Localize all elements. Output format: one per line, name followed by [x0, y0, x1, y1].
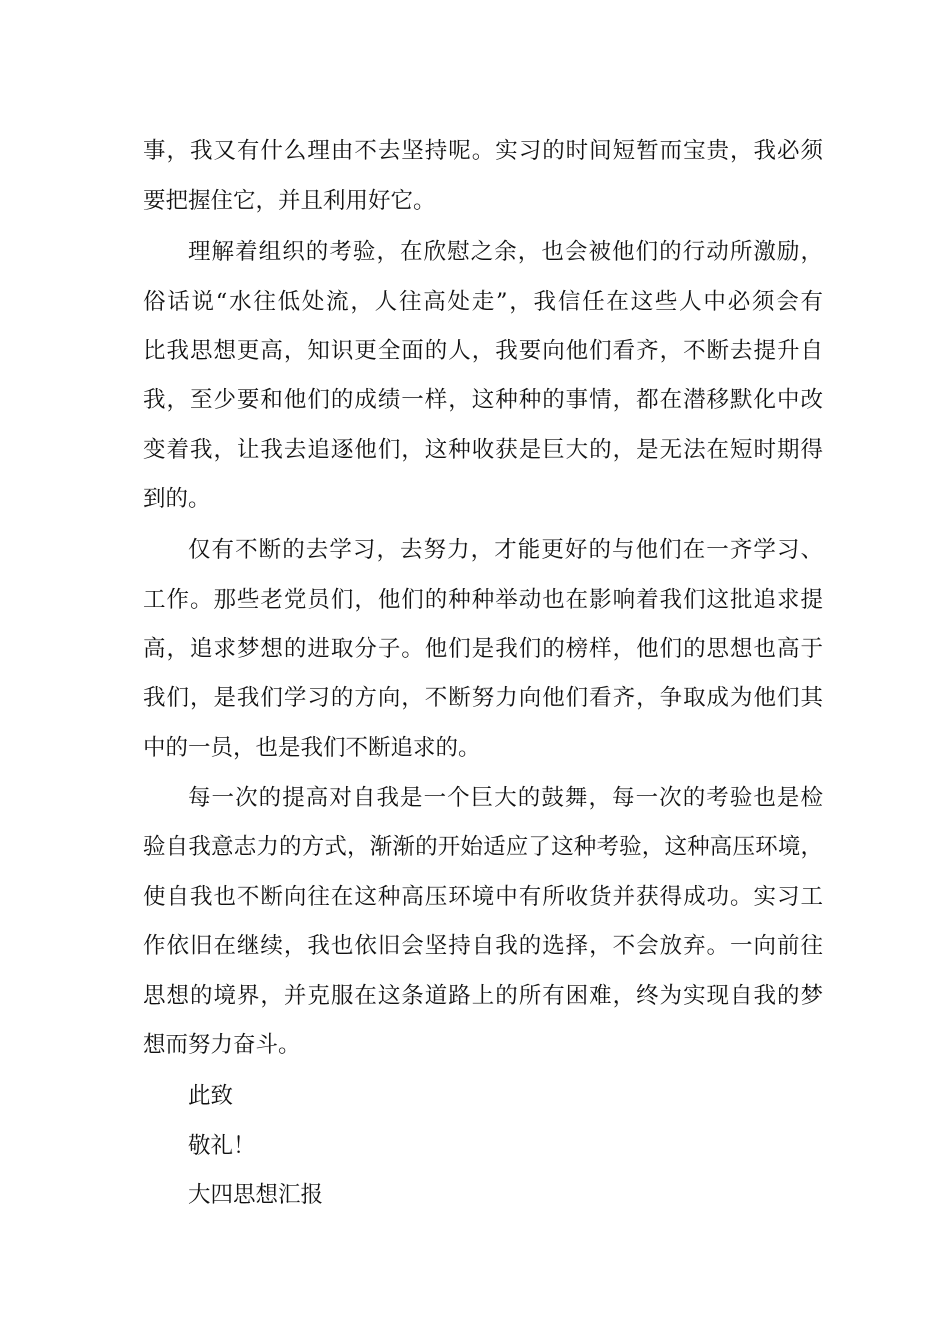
paragraph-4-line-2: 验自我意志力的方式，渐渐的开始适应了这种考验，这种高压环境，: [143, 834, 823, 860]
paragraph-2-line-4: 我，至少要和他们的成绩一样，这种种的事情，都在潜移默化中改: [143, 387, 823, 413]
paragraph-3-line-1: 仅有不断的去学习，去努力，才能更好的与他们在一齐学习、: [188, 537, 823, 563]
paragraph-2-line-5: 变着我，让我去追逐他们，这种收获是巨大的，是无法在短时期得: [143, 437, 823, 463]
paragraph-3-line-3: 高，追求梦想的进取分子。他们是我们的榜样，他们的思想也高于: [143, 636, 823, 662]
closing-regards: 敬礼！: [188, 1133, 256, 1159]
paragraph-3-line-2: 工作。那些老党员们，他们的种种举动也在影响着我们这批追求提: [143, 587, 823, 613]
paragraph-3-line-4: 我们，是我们学习的方向，不断努力向他们看齐，争取成为他们其: [143, 685, 823, 711]
paragraph-4-line-5: 思想的境界，并克服在这条道路上的所有困难，终为实现自我的梦: [143, 983, 823, 1009]
paragraph-4-line-1: 每一次的提高对自我是一个巨大的鼓舞，每一次的考验也是检: [188, 785, 823, 811]
paragraph-1-line-1: 事，我又有什么理由不去坚持呢。实习的时间短暂而宝贵，我必须: [143, 138, 823, 164]
paragraph-1-line-2: 要把握住它，并且利用好它。: [143, 188, 436, 214]
paragraph-4-line-4: 作依旧在继续，我也依旧会坚持自我的选择，不会放弃。一向前往: [143, 933, 823, 959]
paragraph-2-line-3: 比我思想更高，知识更全面的人，我要向他们看齐，不断去提升自: [143, 338, 823, 364]
closing-title: 大四思想汇报: [188, 1182, 324, 1208]
paragraph-3-line-5: 中的一员，也是我们不断追求的。: [143, 735, 481, 761]
paragraph-4-line-6: 想而努力奋斗。: [143, 1032, 301, 1058]
paragraph-4-line-3: 使自我也不断向往在这种高压环境中有所收货并获得成功。实习工: [143, 884, 823, 910]
closing-salutation: 此致: [188, 1083, 234, 1109]
paragraph-2-line-2: 俗话说“水往低处流，人往高处走”，我信任在这些人中必须会有: [143, 289, 823, 315]
paragraph-2-line-6: 到的。: [143, 486, 211, 512]
paragraph-2-line-1: 理解着组织的考验，在欣慰之余，也会被他们的行动所激励，: [188, 239, 823, 265]
